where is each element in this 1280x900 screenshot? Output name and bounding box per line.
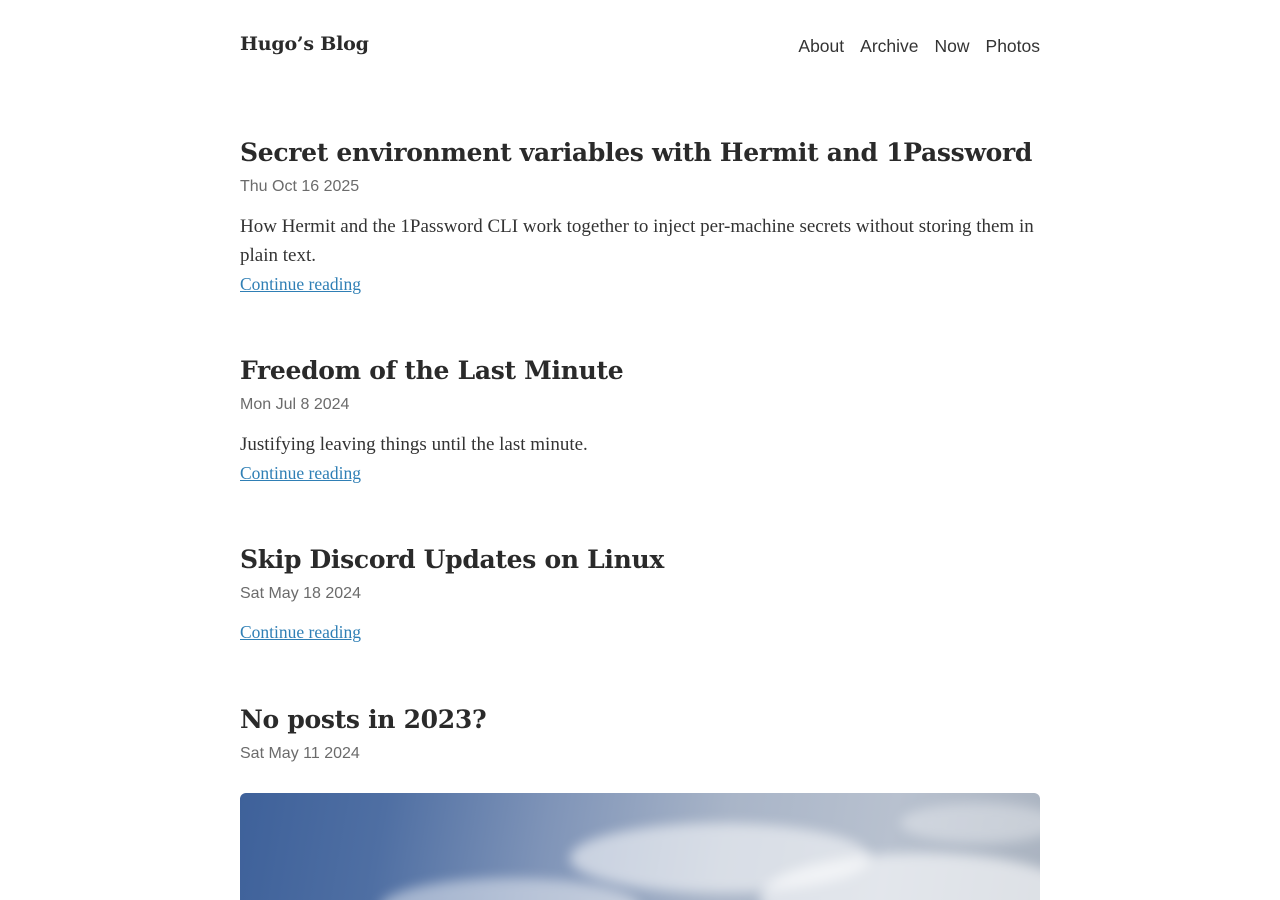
page bbox=[240, 0, 1040, 762]
site-header bbox=[240, 0, 1040, 92]
post-photo bbox=[240, 793, 1040, 900]
post-date: Sat May 18 2024 bbox=[240, 585, 361, 602]
post-date: Mon Jul 8 2024 bbox=[240, 396, 350, 413]
nav-link-about[interactable]: About bbox=[798, 36, 845, 56]
post-item bbox=[240, 137, 1040, 296]
sky-cloud bbox=[900, 803, 1040, 843]
site-title-link[interactable]: Hugo’s Blog bbox=[240, 33, 369, 55]
post-item bbox=[240, 355, 1040, 485]
post-title[interactable]: Skip Discord Updates on Linux bbox=[240, 545, 664, 574]
post-summary: Justifying leaving things until the last minute. bbox=[240, 434, 588, 455]
main-nav bbox=[798, 36, 1040, 57]
post-summary: How Hermit and the 1Password CLI work together to inject per-machine secrets without storing them in plain text. bbox=[240, 216, 1034, 266]
nav-link-now[interactable]: Now bbox=[934, 36, 970, 56]
post-date: Thu Oct 16 2025 bbox=[240, 178, 360, 195]
sky-cloud bbox=[380, 878, 640, 900]
post-title[interactable]: Secret environment variables with Hermit and 1Password bbox=[240, 138, 1033, 167]
post-item bbox=[240, 704, 1040, 764]
nav-link-archive[interactable]: Archive bbox=[860, 36, 919, 56]
post-title[interactable]: No posts in 2023? bbox=[240, 705, 487, 734]
post-title[interactable]: Freedom of the Last Minute bbox=[240, 356, 624, 385]
continue-reading-link[interactable]: Continue reading bbox=[240, 463, 362, 483]
post-item bbox=[240, 544, 1040, 644]
continue-reading-link[interactable]: Continue reading bbox=[240, 274, 362, 294]
nav-link-photos[interactable]: Photos bbox=[985, 36, 1040, 56]
post-date: Sat May 11 2024 bbox=[240, 745, 360, 762]
continue-reading-link[interactable]: Continue reading bbox=[240, 622, 362, 642]
